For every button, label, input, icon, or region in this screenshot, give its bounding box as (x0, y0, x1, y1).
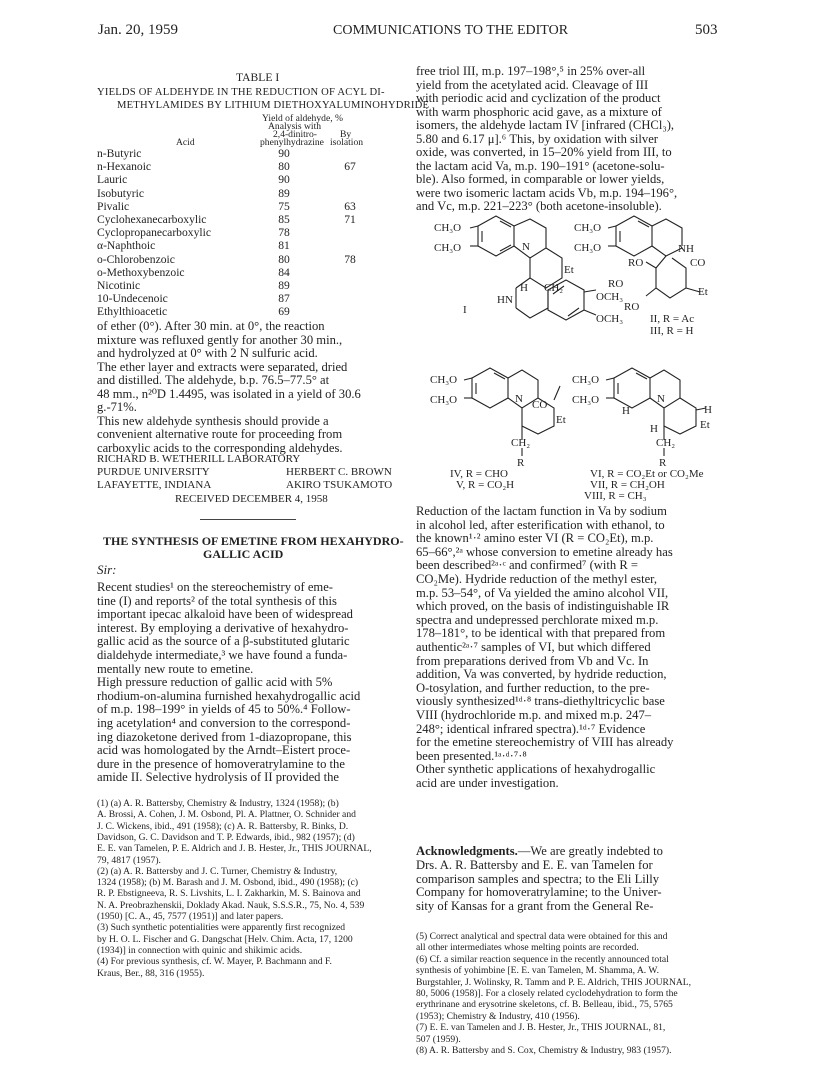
text-line: authentic²ᵃ·⁷ samples of VI, but which differed (416, 640, 651, 654)
signature-place: LAFAYETTE, INDIANA (97, 479, 212, 491)
structure-I-et: Et (564, 264, 574, 276)
structure-I-label: I (463, 304, 467, 316)
structure-I-rings (470, 216, 596, 320)
table-cell-isolation: 63 (344, 199, 356, 213)
text-line: 248°; identical infrared spectra).¹ᵈ·⁷ Evidence (416, 721, 646, 736)
text-line: interest. By employing a derivative of hexahydro- (97, 620, 349, 635)
structure-I-ch3o-bottom: CH₃O (434, 242, 462, 254)
text-line: comparison samples and spectra; to the Eli Lilly (416, 871, 660, 886)
text-line: CO₂Me). Hydride reduction of the methyl ester, (416, 572, 658, 586)
structure-II-ch3o-top: CH₃O (574, 222, 602, 234)
text-line: Reduction of the lactam function in Va by sodium (416, 504, 667, 518)
text-line: mentally new route to emetine. (97, 661, 254, 676)
structure-II-ro-top: RO (628, 257, 644, 269)
structure-VI-et: Et (700, 419, 710, 431)
text-line: with warm phosphoric acid gave, as a mixture of (416, 104, 662, 119)
table-cell-acid: Cyclopropanecarboxylic (97, 226, 211, 240)
text-line: oxide, was converted, in 15–20% yield from III, to (416, 145, 672, 159)
text-line: (8) A. R. Battersby and S. Cox, Chemistry & Industry, 983 (1957). (416, 1045, 672, 1056)
structure-IV-et: Et (556, 414, 566, 426)
text-line: all other intermediates whose melting points are recorded. (416, 942, 639, 954)
text-line: (4) For previous synthesis, cf. W. Mayer, P. Bachmann and F. (97, 956, 332, 968)
acknowledgments-text-first: —We are greatly indebted to (517, 844, 663, 858)
structure-I-ch3o-top: CH₃O (434, 222, 462, 234)
structure-VI-ch2: CH₂ (656, 437, 676, 449)
structure-V-label: V, R = CO₂H (456, 479, 515, 491)
text-line: of m.p. 198–199° in yields of 45 to 50%.⁴ Follow- (97, 702, 351, 717)
text-line: (1950) [C. A., 45, 7577 (1951)] and later papers. (97, 911, 284, 922)
table-cell-isolation: 67 (344, 160, 356, 174)
text-line: in alcohol led, after esterification with ethanol, to (416, 517, 665, 532)
text-line: rhodium-on-alumina furnished hexahydrogallic acid (97, 688, 361, 703)
text-line: from preparations derived from Vb and Vc. In (416, 653, 649, 668)
table-cell-analysis: 80 (278, 252, 290, 266)
table-cell-analysis: 69 (278, 305, 290, 319)
text-line: amide II. Selective hydrolysis of II provided the (97, 770, 340, 785)
text-line: (5) Correct analytical and spectral data were obtained for this and (416, 931, 668, 942)
structure-II-label: II, R = Ac (650, 313, 695, 325)
text-line: dialdehyde intermediate,³ we have found a funda- (97, 648, 348, 662)
table-cell-acid: Pivalic (97, 199, 130, 213)
structure-I-n: N (522, 241, 530, 253)
structure-IV-label: IV, R = CHO (450, 468, 508, 480)
text-line: spectra and undepressed perchlorate mixed m.p. (416, 612, 659, 627)
table-cell-acid: Cyclohexanecarboxylic (97, 213, 207, 226)
table-cell-acid: Lauric (97, 173, 128, 187)
text-line: The ether layer and extracts were separated, dried (97, 359, 348, 374)
table-cell-isolation: 78 (344, 252, 356, 266)
text-line: of ether (0°). After 30 min. at 0°, the reaction (97, 319, 325, 333)
structure-VI-h-right: H (704, 404, 712, 416)
structure-IV-n: N (515, 393, 523, 405)
text-line: R. P. Ebstigneeva, R. S. Livshits, L. I. Zakharkin, M. S. Bainova and (97, 888, 361, 900)
structure-VI-ch3o-bottom: CH₃O (572, 394, 600, 406)
text-line: High pressure reduction of gallic acid with 5% (97, 675, 333, 690)
text-line: and Vc, m.p. 221–223° (both acetone-insoluble). (416, 199, 662, 213)
text-line: (3) Such synthetic potentialities were apparently first recognized (97, 922, 346, 934)
structure-I-och3-top: OCH₃ (596, 291, 624, 303)
text-line: been described²ᵃ·ᶜ and confirmed⁷ (with R = (416, 558, 638, 573)
table-cell-analysis: 80 (278, 160, 290, 174)
structure-IV-ch2: CH₂ (511, 437, 531, 449)
text-line: Burgstahler, J. Wolinsky, R. Tamm and P. E. Aldrich, THIS JOURNAL, (416, 976, 692, 988)
text-line: Kraus, Ber., 88, 316 (1955). (97, 967, 205, 979)
structure-II-co: CO (690, 257, 706, 269)
text-line: yield from the acetylated acid. Cleavage of III (416, 77, 649, 92)
table-cell-acid: Isobutyric (97, 186, 145, 200)
table-title-line-1: YIELDS OF ALDEHYDE IN THE REDUCTION OF ACYL DI- (97, 87, 385, 98)
table-column-analysis-line-2: 2,4-dinitro- (273, 129, 317, 140)
text-line: isomers, the aldehyde lactam IV [infrared (CHCl₃), (416, 118, 675, 132)
structure-II-nh: NH (678, 243, 694, 255)
text-line: tine (I) and reports² of the total synthesis of this (97, 593, 337, 608)
structure-IV-ch3o-bottom: CH₃O (430, 394, 458, 406)
text-line: 1324 (1958); (b) M. Barash and J. M. Osbond, ibid., 490 (1958); (c) (97, 877, 359, 889)
table-cell-analysis: 89 (278, 279, 290, 292)
table-cell-acid: 10-Undecenoic (97, 292, 168, 306)
header-date: Jan. 20, 1959 (98, 22, 178, 38)
structure-IV-rings (464, 368, 560, 456)
signature-lab: RICHARD B. WETHERILL LABORATORY (97, 453, 301, 465)
table-cell-analysis: 90 (278, 147, 290, 160)
table-cell-acid: n-Hexanoic (97, 160, 152, 174)
structure-I-hn: HN (497, 294, 513, 306)
structure-IV-r: R (517, 457, 525, 469)
text-line: were two isomeric lactam acids Vb, m.p. 194–196°, (416, 185, 678, 200)
table-cell-isolation: 71 (344, 213, 356, 226)
text-line: O-tosylation, and further reduction, to the pre- (416, 680, 650, 695)
text-line: 79, 4817 (1957). (97, 854, 161, 866)
text-line: ing diazoketone derived from 1-diazopropane, this (97, 729, 352, 744)
text-line: (6) Cf. a similar reaction sequence in the recently announced total (416, 953, 669, 965)
signature-author-2: AKIRO TSUKAMOTO (286, 479, 393, 491)
text-line: J. C. Wickens, ibid., 491 (1958); (c) A. R. Battersby, R. Binks, D. (97, 820, 349, 832)
text-line: mixture was refluxed gently for another 30 min., (97, 332, 343, 347)
text-line: free triol III, m.p. 197–198°,⁵ in 25% over-all (416, 64, 646, 78)
structure-IV-co: CO (532, 399, 548, 411)
text-line: (2) (a) A. R. Battersby and J. C. Turner, Chemistry & Industry, (97, 865, 338, 877)
structure-I-h: H (520, 282, 528, 294)
structure-II-ro-mid: RO (608, 278, 624, 290)
text-line: the lactam acid Va, m.p. 190–191° (acetone-solu- (416, 158, 665, 173)
table-cell-acid: o-Methoxybenzoic (97, 265, 185, 279)
text-line: gallic acid as the source of a β-substituted glutaric (97, 634, 350, 649)
text-line: g.-71%. (97, 400, 137, 414)
structure-II-rings (608, 216, 700, 298)
text-line: (1953); Chemistry & Industry, 410 (1956). (416, 1010, 580, 1022)
text-line: 48 mm., n²⁰D 1.4495, was isolated in a yield of 30.6 (97, 386, 361, 401)
signature-author-1: HERBERT C. BROWN (286, 466, 392, 478)
text-line: Other synthetic applications of hexahydrogallic (416, 762, 656, 777)
table-column-analysis-line-1: Analysis with (268, 121, 322, 132)
text-line: E. E. van Tamelen, P. E. Aldrich and J. B. Hester, Jr., THIS JOURNAL, (97, 843, 372, 855)
structure-III-label: III, R = H (650, 325, 694, 337)
table-cell-analysis: 75 (278, 199, 290, 213)
structure-VI-n: N (657, 393, 665, 405)
text-line: for the emetine stereochemistry of VIII has already (416, 735, 674, 750)
text-line: which proved, on the basis of indistinguishable IR (416, 599, 670, 614)
signature-university: PURDUE UNIVERSITY (97, 466, 210, 478)
table-cell-analysis: 89 (278, 186, 290, 200)
structure-IV-ch3o-top: CH₃O (430, 374, 458, 386)
text-line: 80, 5006 (1958)]. For a closely related cyclodehydration to form the (416, 988, 678, 999)
article-title-line-2: GALLIC ACID (203, 547, 284, 561)
structure-VI-h-lower: H (650, 423, 658, 435)
table-cell-analysis: 90 (278, 173, 290, 187)
text-line: m.p. 53–54°, of Va yielded the amino alcohol VII, (416, 585, 669, 600)
text-line: acid was homologated by the Arndt–Eistert proce- (97, 743, 351, 758)
table-cell-analysis: 87 (278, 292, 290, 306)
text-line: dure in the presence of homoveratrylamine to the (97, 756, 345, 771)
structure-VI-ch3o-top: CH₃O (572, 374, 600, 386)
table-column-analysis-line-3: phenylhydrazine (260, 137, 324, 148)
text-line: 507 (1959). (416, 1033, 461, 1045)
table-column-group-header: Yield of aldehyde, % (262, 113, 343, 124)
table-cell-analysis: 78 (278, 226, 290, 240)
acknowledgments-line-1 (416, 844, 663, 859)
table-cell-acid: Ethylthioacetic (97, 305, 168, 319)
section-divider (200, 519, 296, 520)
text-line: 178–181°, to be identical with that prepared from (416, 626, 666, 641)
structure-VI-rings (606, 368, 706, 456)
text-line: acid are under investigation. (416, 776, 559, 790)
table-label: TABLE I (236, 71, 280, 84)
text-line: by H. O. L. Fischer and G. Dangschat [Helv. Chim. Acta, 17, 1200 (97, 933, 353, 945)
table-title-line-2: METHYLAMIDES BY LITHIUM DIETHOXYALUMINOHYDRIDE (117, 100, 430, 111)
text-line: (7) E. E. van Tamelen and J. B. Hester, Jr., THIS JOURNAL, 81, (416, 1022, 666, 1034)
article-title-line-1: THE SYNTHESIS OF EMETINE FROM HEXAHYDRO- (103, 534, 404, 548)
text-line: Company for homoveratrylamine; to the Univer- (416, 885, 662, 900)
text-line: been presented.¹ᵃ·ᵈ·⁷·⁸ (416, 748, 527, 763)
structure-VI-label: VI, R = CO₂Et or CO₂Me (590, 468, 704, 480)
text-line: the known¹·² amino ester VI (R = CO₂Et), m.p. (416, 531, 654, 546)
text-line: ing acetylation⁴ and conversion to the correspond- (97, 716, 351, 730)
text-line: synthesis of yohimbine [E. E. van Tamelen, M. Shamma, A. W. (416, 965, 659, 977)
text-line: and distilled. The aldehyde, b.p. 76.5–77.5° at (97, 373, 330, 387)
text-line: and hydrolyzed at 0° with 2 N sulfuric acid. (97, 346, 318, 360)
text-line: 5.80 and 6.17 μ].⁶ This, by oxidation with silver (416, 131, 659, 146)
text-line: N. A. Preobrazhenskii, Doklady Akad. Nauk, S.S.S.R., 75, No. 4, 539 (97, 899, 365, 911)
text-line: convenient alternative route for proceeding from (97, 427, 343, 441)
structure-I-ch2: CH₂ (544, 282, 564, 294)
text-line: Drs. A. R. Battersby and E. E. van Tamelen for (416, 858, 653, 872)
table-column-isolation-line-1: By (340, 129, 352, 140)
table-cell-acid: Nicotinic (97, 279, 141, 292)
header-page-number: 503 (695, 22, 718, 38)
structure-VI-r: R (659, 457, 667, 469)
table-cell-acid: α-Naphthoic (97, 239, 156, 253)
table-cell-analysis: 84 (278, 265, 290, 279)
header-title: COMMUNICATIONS TO THE EDITOR (333, 23, 569, 38)
structure-VIII-label: VIII, R = CH₃ (584, 490, 647, 502)
text-line: 65–66°,²ᵃ whose conversion to emetine already has (416, 544, 673, 559)
text-line: A. Brossi, A. Cohen, J. M. Osbond, Pl. A. Plattner, O. Schnider and (97, 809, 356, 821)
text-line: ble). Also formed, in comparable or lower yields, (416, 172, 665, 186)
text-line: (1934)] in connection with quinic and shikimic acids. (97, 944, 303, 956)
text-line: Recent studies¹ on the stereochemistry of eme- (97, 580, 333, 594)
structure-I-och3-bottom: OCH₃ (596, 313, 624, 325)
text-line: with periodic acid and cyclization of the product (416, 91, 661, 105)
structure-II-et: Et (698, 286, 708, 298)
text-line: Davidson, G. C. Davidson and T. P. Edwards, ibid., 982 (1957); (d) (97, 831, 355, 843)
signature-received-date: RECEIVED DECEMBER 4, 1958 (175, 493, 328, 505)
acknowledgments-heading: Acknowledgments. (416, 844, 518, 858)
text-line: addition, Va was converted, by hydride reduction, (416, 667, 667, 682)
structure-VI-h-left: H (622, 405, 630, 417)
text-line: sity of Kansas for a grant from the General Re- (416, 898, 654, 913)
table-column-isolation-line-2: isolation (330, 137, 364, 148)
text-line: viously synthesized¹ᵈ·⁸ trans-diethyltricyclic base (416, 694, 665, 709)
table-cell-acid: o-Chlorobenzoic (97, 252, 175, 266)
table-cell-analysis: 81 (278, 239, 290, 253)
text-line: carboxylic acids to the corresponding aldehydes. (97, 440, 343, 455)
text-line: important ipecac alkaloid have been of widespread (97, 607, 353, 622)
article-salutation: Sir: (97, 562, 117, 577)
table-column-acid: Acid (176, 137, 195, 148)
structure-VII-label: VII, R = CH₂OH (590, 479, 665, 491)
text-line: (1) (a) A. R. Battersby, Chemistry & Industry, 1324 (1958); (b) (97, 798, 339, 809)
structure-II-ro-bottom: RO (624, 301, 640, 313)
table-cell-analysis: 85 (278, 213, 290, 226)
text-line: erythrinane and erysotrine skeletons, cf. B. Belleau, ibid., 75, 5765 (416, 999, 673, 1011)
structure-II-ch3o-bottom: CH₃O (574, 242, 602, 254)
table-cell-acid: n-Butyric (97, 147, 142, 160)
text-line: This new aldehyde synthesis should provide a (97, 413, 329, 428)
text-line: VIII (hydrochloride m.p. and mixed m.p. 247– (416, 708, 652, 722)
